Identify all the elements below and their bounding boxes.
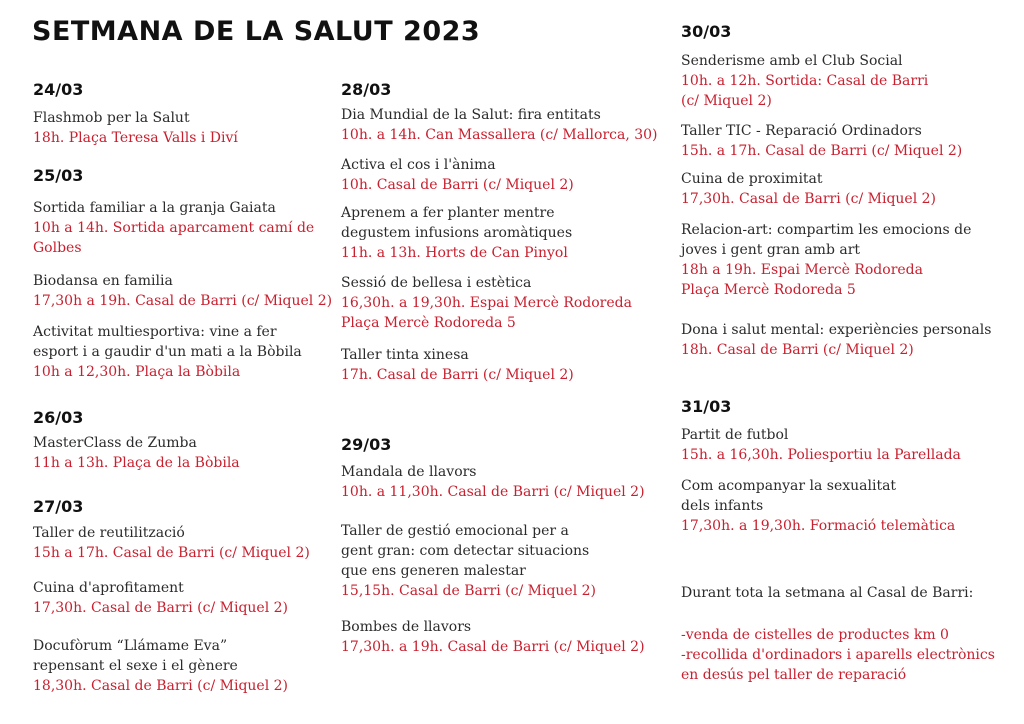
event-biodansa: [33, 271, 332, 311]
event-detail-line: Plaça Mercè Rodoreda 5: [681, 282, 856, 298]
event-title-line: Senderisme amb el Club Social: [681, 53, 903, 69]
event-detail-line: 10h. a 12h. Sortida: Casal de Barri: [681, 73, 929, 89]
event-mandala: [341, 462, 645, 502]
event-title-line: Aprenem a fer planter mentre: [341, 205, 555, 221]
event-detail-line: 17,30h. a 19h. Casal de Barri (c/ Miquel 2): [341, 639, 645, 655]
event-detail-line: 10h a 14h. Sortida aparcament camí de: [33, 220, 315, 236]
event-cuina-aprofitament: [33, 578, 288, 618]
event-title-line: Cuina d'aprofitament: [33, 580, 184, 596]
event-detail-line: 17,30h a 19h. Casal de Barri (c/ Miquel 2): [33, 293, 333, 309]
event-title-line: Sortida familiar a la granja Gaiata: [33, 200, 276, 216]
event-flashmob: [33, 108, 238, 148]
event-title-line: Bombes de llavors: [341, 619, 472, 635]
event-docuforum: [33, 636, 288, 696]
event-title-line: Docufòrum “Llámame Eva”: [33, 638, 228, 654]
event-title-line: Taller tinta xinesa: [341, 347, 469, 363]
event-detail-line: -venda de cistelles de productes km 0: [681, 627, 949, 643]
event-dona-salut-mental: [681, 320, 991, 360]
event-detail-line: 17,30h. Casal de Barri (c/ Miquel 2): [33, 600, 289, 616]
event-title-line: Partit de futbol: [681, 427, 789, 443]
event-detail-line: 18h a 19h. Espai Mercè Rodoreda: [681, 262, 923, 278]
event-taller-tic: [681, 121, 962, 161]
day-heading-27-03: 27/03: [33, 497, 84, 516]
event-dia-mundial-salut: [341, 105, 658, 145]
event-detail-line: en desús pel taller de reparació: [681, 667, 907, 683]
event-multiesportiva: [33, 322, 302, 382]
event-detail-line: 15,15h. Casal de Barri (c/ Miquel 2): [341, 583, 597, 599]
event-detail-line: 15h. a 17h. Casal de Barri (c/ Miquel 2): [681, 143, 963, 159]
event-cuina-proximitat: [681, 169, 936, 209]
day-heading-24-03: 24/03: [33, 80, 84, 99]
day-heading-29-03: 29/03: [341, 435, 392, 454]
event-zumba: [33, 433, 240, 473]
event-title-line: Mandala de llavors: [341, 464, 477, 480]
event-bellesa: [341, 273, 632, 333]
event-title-line: joves i gent gran amb art: [681, 242, 861, 258]
event-detail-line: Plaça Mercè Rodoreda 5: [341, 315, 516, 331]
event-detail-line: 10h. a 14h. Can Massallera (c/ Mallorca, 30): [341, 127, 658, 143]
event-bombes-llavors: [341, 617, 645, 657]
event-detail-line: 10h. Casal de Barri (c/ Miquel 2): [341, 177, 574, 193]
event-title-line: Sessió de bellesa i estètica: [341, 275, 532, 291]
event-title-line: Dia Mundial de la Salut: fira entitats: [341, 107, 601, 123]
event-detail-line: 11h a 13h. Plaça de la Bòbila: [33, 455, 240, 471]
event-tinta-xinesa: [341, 345, 574, 385]
event-detail-line: -recollida d'ordinadors i aparells electrònics: [681, 647, 995, 663]
event-futbol: [681, 425, 961, 465]
day-heading-26-03: 26/03: [33, 408, 84, 427]
event-detail-line: 18h. Casal de Barri (c/ Miquel 2): [681, 342, 914, 358]
day-heading-30-03: 30/03: [681, 22, 732, 41]
page-title: SETMANA DE LA SALUT 2023: [32, 16, 481, 47]
event-title-line: que ens generen malestar: [341, 563, 526, 579]
event-detail-line: 17,30h. a 19,30h. Formació telemàtica: [681, 518, 956, 534]
event-title-line: degustem infusions aromàtiques: [341, 225, 573, 241]
event-detail-line: (c/ Miquel 2): [681, 93, 772, 109]
event-detail-line: 15h a 17h. Casal de Barri (c/ Miquel 2): [33, 545, 310, 561]
event-title-line: Taller de reutilització: [33, 525, 185, 541]
event-title-line: Cuina de proximitat: [681, 171, 823, 187]
event-title-line: Com acompanyar la sexualitat: [681, 478, 897, 494]
event-title-line: Taller TIC - Reparació Ordinadors: [681, 123, 922, 139]
event-casal-activitats: [681, 625, 995, 685]
day-heading-28-03: 28/03: [341, 80, 392, 99]
event-senderisme: [681, 51, 928, 111]
event-detail-line: 10h a 12,30h. Plaça la Bòbila: [33, 364, 241, 380]
event-title-line: Taller de gestió emocional per a: [341, 523, 569, 539]
event-reutilitzacio: [33, 523, 310, 563]
event-detail-line: Golbes: [33, 240, 82, 256]
event-title-line: dels infants: [681, 498, 764, 514]
event-title-line: Durant tota la setmana al Casal de Barri:: [681, 585, 974, 601]
event-title-line: Flashmob per la Salut: [33, 110, 190, 126]
event-sortida-granja: [33, 198, 314, 258]
event-title-line: MasterClass de Zumba: [33, 435, 197, 451]
event-activa-cos: [341, 155, 574, 195]
event-title-line: Dona i salut mental: experiències personals: [681, 322, 992, 338]
event-detail-line: 15h. a 16,30h. Poliesportiu la Parellada: [681, 447, 961, 463]
event-title-line: Activitat multiesportiva: vine a fer: [33, 324, 277, 340]
day-heading-25-03: 25/03: [33, 166, 84, 185]
event-detail-line: 17,30h. Casal de Barri (c/ Miquel 2): [681, 191, 937, 207]
event-detail-line: 11h. a 13h. Horts de Can Pinyol: [341, 245, 568, 261]
event-title-line: gent gran: com detectar situacions: [341, 543, 590, 559]
event-sexualitat-infants: [681, 476, 955, 536]
day-heading-31-03: 31/03: [681, 397, 732, 416]
event-title-line: esport i a gaudir d'un mati a la Bòbila: [33, 344, 302, 360]
event-detail-line: 10h. a 11,30h. Casal de Barri (c/ Miquel 2): [341, 484, 645, 500]
event-detail-line: 17h. Casal de Barri (c/ Miquel 2): [341, 367, 574, 383]
event-detail-line: 18,30h. Casal de Barri (c/ Miquel 2): [33, 678, 289, 694]
event-title-line: Relacion-art: compartim les emocions de: [681, 222, 972, 238]
event-detail-line: 16,30h. a 19,30h. Espai Mercè Rodoreda: [341, 295, 632, 311]
event-detail-line: 18h. Plaça Teresa Valls i Diví: [33, 130, 238, 146]
event-relacion-art: [681, 220, 971, 300]
event-title-line: Biodansa en familia: [33, 273, 173, 289]
event-durant-setmana: [681, 583, 973, 603]
event-planter: [341, 203, 572, 263]
event-title-line: repensant el sexe i el gènere: [33, 658, 238, 674]
event-gestio-emocional: [341, 521, 596, 601]
event-title-line: Activa el cos i l'ànima: [341, 157, 496, 173]
